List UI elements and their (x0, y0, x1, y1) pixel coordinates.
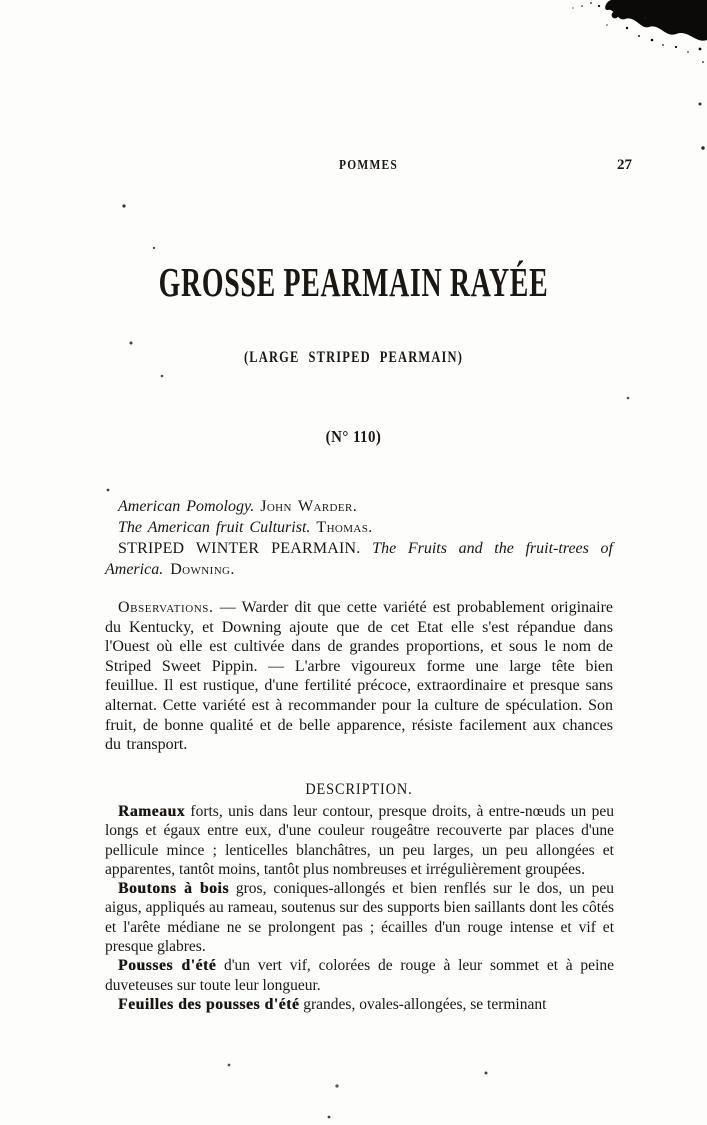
reference-author: Downing. (170, 561, 235, 578)
description-heading: DESCRIPTION. (305, 781, 413, 798)
paragraph-text: grandes, ovales-allongées, se terminant (303, 995, 547, 1013)
paragraph-lead-word: Boutons à bois (118, 880, 229, 898)
reference-work: American Pomology. (118, 498, 255, 515)
reference-synonym: STRIPED WINTER PEARMAIN. (118, 540, 361, 557)
description-paragraph-pousses (105, 956, 614, 995)
page-header (105, 158, 632, 176)
observations-paragraph (105, 598, 613, 755)
description-paragraph-boutons (105, 879, 614, 956)
reference-work: The Fruits and the fruit-trees of America. (105, 540, 613, 578)
scan-specks (0, 0, 2, 2)
page-number: 27 (617, 157, 632, 173)
description-section (105, 802, 614, 1014)
reference-entry (105, 538, 613, 580)
paragraph-lead-word: Pousses d'été (118, 957, 217, 975)
paragraph-lead-word: Rameaux (118, 803, 186, 820)
paragraph-lead-word: Feuilles des pousses d'été (118, 995, 300, 1013)
reference-author: Thomas. (316, 519, 373, 536)
observations-label: Observations. (118, 599, 214, 616)
paragraph-text: forts, unis dans leur contour, presque droits, à entre-nœuds un peu longs et égaux entre eux, d'une couleur rougeâtre recouverte par places d'une pellicule mince ; lenticelles blanchâtres, un peu larges, un peu allongées et apparentes, tantôt moins, tantôt plus nombreuses et irrégulièrement groupées. (105, 803, 614, 878)
bibliography (105, 496, 613, 580)
reference-work: The American fruit Culturist. (118, 519, 311, 536)
observations-text: — Warder dit que cette variété est probablement originaire du Kentucky, et Downing ajoute que de cet Etat elle s'est répandue dans l'Ouest où elle est cultivée dans de grandes proportions, et sous le nom de Striped Sweet Pippin. — L'arbre vigoureux forme une large tête bien feuillue. Il est rustique, d'une fertilité précoce, extraordinaire et presque sans alternat. Cette variété est à recommander pour la culture de spéculation. Son fruit, de bonne qualité et de belle apparence, résiste facilement aux chances du transport. (105, 599, 614, 754)
reference-entry (105, 496, 613, 517)
paragraph-text: gros, coniques-allongés et bien renflés sur le dos, un peu aigus, appliqués au rameau, soutenus sur des supports bien saillants dont les côtés et l'arête médiane ne se prolongent pas ; écailles d'un rouge intense et vif et presque glabres. (105, 880, 614, 956)
ink-smudge-icon (555, 0, 707, 75)
variety-title: GROSSE PEARMAIN RAYÉE (158, 259, 549, 305)
description-paragraph-feuilles (105, 995, 614, 1014)
variety-subtitle-english: (LARGE STRIPED PEARMAIN) (243, 349, 464, 366)
paragraph-text: d'un vert vif, colorées de rouge à leur sommet et à peine duveteuses sur toute leur longueur. (105, 957, 614, 994)
description-paragraph-rameaux (105, 802, 614, 879)
running-title: POMMES (338, 158, 399, 173)
reference-entry (105, 517, 613, 538)
catalog-number: (N° 110) (325, 427, 382, 446)
reference-author: John Warder. (260, 498, 358, 515)
